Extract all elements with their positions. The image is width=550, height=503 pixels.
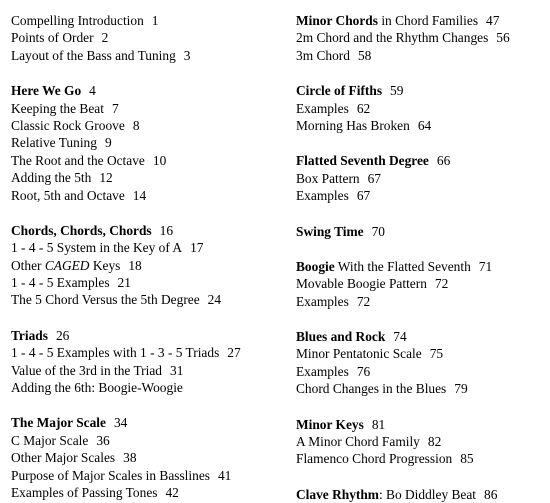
toc-entry-page: 7 [111,100,119,116]
toc-heading-suffix: in Chord Families [377,13,479,28]
toc-heading-title: Flatted Seventh Degree [296,153,429,169]
toc-entry[interactable] [11,47,291,64]
toc-heading-title: Boogie [296,258,335,274]
toc-entry-page: 82 [427,434,442,450]
toc-group-boogie [296,258,546,310]
toc-group-here-we-go [11,82,291,204]
toc-entry-title: Keeping the Beat [11,100,104,116]
toc-entry-title: The 5 Chord Versus the 5th Degree [11,292,200,308]
toc-entry-page: 42 [165,484,179,500]
toc-entry-title: 1 - 4 - 5 Examples with 1 - 3 - 5 Triads [11,345,220,361]
toc-entry[interactable] [11,152,291,169]
toc-entry[interactable] [296,170,546,187]
toc-entry-title: A Minor Chord Family [296,434,420,450]
toc-heading-suffix: With the Flatted Seventh [334,258,471,274]
toc-entry-title-prefix: Other [11,257,45,273]
toc-entry-page: 36 [96,432,110,448]
toc-right-column [296,12,546,503]
toc-entry-title: Examples [296,363,349,379]
toc-entry-page: 75 [429,346,444,362]
toc-entry-title: Classic Rock Groove [11,117,125,133]
toc-group-major-scale [11,414,291,501]
toc-entry-page: 3 [183,47,191,63]
toc-entry-title-emphasis: CAGED [44,257,90,273]
toc-entry-title: Movable Boogie Pattern [296,276,427,292]
toc-entry-title: Morning Has Broken [296,117,410,133]
toc-entry[interactable] [11,362,291,379]
toc-section-heading[interactable] [296,486,546,503]
toc-section-heading[interactable] [11,327,291,344]
toc-group-circle-of-fifths [296,82,546,134]
toc-section-heading[interactable] [11,414,291,431]
toc-entry-page: 8 [132,117,140,133]
toc-entry[interactable] [11,239,291,256]
toc-group-blues-and-rock [296,328,546,398]
toc-entry-title: Relative Tuning [11,135,97,151]
toc-entry[interactable] [296,29,546,46]
toc-entry-page: 64 [417,117,432,133]
toc-entry-title: Minor Pentatonic Scale [296,346,422,362]
toc-entry[interactable] [296,363,546,380]
toc-heading-title: Here We Go [11,83,82,99]
toc-heading-title: Minor Keys [296,416,364,432]
toc-heading-title: Minor Chords [296,13,378,28]
toc-entry-title: Chord Changes in the Blues [296,381,447,397]
toc-entry[interactable] [11,257,291,274]
toc-entry-title: Other Major Scales [11,450,116,466]
toc-group-chords [11,222,291,309]
toc-entry[interactable] [11,117,291,134]
toc-entry-page: 10 [152,152,167,168]
toc-heading-title: Clave Rhythm [296,486,379,502]
toc-entry-title: Flamenco Chord Progression [296,451,453,467]
toc-entry[interactable] [11,134,291,151]
toc-entry-title: Compelling Introduction [11,13,144,28]
toc-entry-page: 31 [170,362,184,378]
toc-entry-page: 62 [356,100,371,116]
toc-entry-title: 1 - 4 - 5 Examples [11,275,110,291]
toc-group-flatted-seventh [296,152,546,204]
toc-entry-page: 76 [356,363,371,379]
toc-entry[interactable] [11,291,291,308]
toc-heading-title: Blues and Rock [296,329,386,345]
toc-entry-title: Examples of Passing Tones [11,484,158,500]
toc-entry[interactable] [11,344,291,361]
toc-entry-page: 56 [496,30,510,46]
toc-section-heading[interactable] [296,82,546,99]
toc-entry-title: The Root and the Octave [11,152,145,168]
toc-entry-title: 2m Chord and the Rhythm Changes [296,30,489,46]
toc-left-column [11,12,291,501]
toc-entry-title-suffix: Keys [89,257,121,273]
toc-entry-page: 12 [99,170,113,186]
toc-entry[interactable] [296,450,546,467]
toc-entry[interactable] [11,169,291,186]
toc-group-triads [11,327,291,397]
toc-entry-page: 18 [128,257,142,273]
toc-heading-title: Circle of Fifths [296,83,383,99]
toc-section-heading[interactable] [296,328,546,345]
toc-section-heading[interactable] [296,223,546,240]
toc-heading-page: 26 [55,327,70,343]
toc-entry-page: 24 [207,292,222,308]
toc-entry-title: Box Pattern [296,170,360,186]
toc-heading-page: 66 [436,153,451,169]
toc-entry[interactable] [296,187,546,204]
toc-entry[interactable] [296,433,546,450]
toc-section-heading[interactable] [296,258,546,275]
toc-entry-title: Examples [296,100,349,116]
toc-heading-title: Swing Time [296,223,364,239]
toc-entry[interactable] [296,345,546,362]
toc-entry-page: 27 [227,345,241,361]
toc-section-heading[interactable] [296,416,546,433]
toc-entry[interactable] [296,47,546,64]
toc-entry-page: 67 [356,188,371,204]
toc-heading-suffix: : Bo Diddley Beat [378,486,477,502]
toc-group-swing-time [296,223,546,240]
toc-entry-title: Points of Order [11,30,94,46]
toc-heading-title: Triads [11,327,48,343]
toc-heading-page: 34 [113,415,128,431]
toc-heading-page: 59 [390,83,404,99]
toc-entry-page: 1 [151,13,159,28]
toc-entry[interactable] [296,117,546,134]
toc-group-minor-keys [296,416,546,468]
toc-entry[interactable] [11,274,291,291]
toc-entry-title: Value of the 3rd in the Triad [11,362,162,378]
toc-heading-page: 71 [478,258,493,274]
toc-entry[interactable] [11,467,291,484]
toc-heading-title: The Major Scale [11,415,106,431]
toc-heading-page: 4 [89,83,96,99]
toc-entry[interactable] [296,275,546,292]
toc-entry-title: Adding the 6th: Boogie-Woogie [11,380,183,396]
toc-entry[interactable] [296,380,546,397]
toc-entry-page: 58 [357,47,372,63]
toc-entry[interactable] [11,379,291,396]
toc-group-clave-rhythm [296,486,546,503]
toc-heading-page: 47 [486,13,500,28]
toc-entry-page: 2 [101,30,109,46]
toc-entry[interactable] [11,29,291,46]
toc-entry-page: 72 [434,276,449,292]
toc-entry-title: Examples [296,188,349,204]
toc-entry-page: 85 [460,451,474,467]
toc-group-minor-chords [296,12,546,64]
toc-heading-page: 81 [371,416,386,432]
toc-entry-title: Adding the 5th [11,170,92,186]
toc-section-heading[interactable] [11,82,291,99]
toc-heading-page: 70 [371,223,385,239]
toc-entry[interactable] [296,293,546,310]
toc-entry-title: C Major Scale [11,432,89,448]
toc-heading-page: 16 [159,222,174,238]
toc-entry-page: 17 [190,240,204,256]
toc-entry-page: 41 [217,467,232,483]
toc-entry-page: 14 [132,187,147,203]
toc-entry-page: 21 [117,275,131,291]
toc-heading-page: 86 [484,486,498,502]
toc-entry[interactable] [11,12,291,29]
toc-entry-title: Layout of the Bass and Tuning [11,47,176,63]
toc-entry[interactable] [11,100,291,117]
toc-group-intro [11,12,291,64]
toc-entry-title: Examples [296,293,349,309]
toc-entry-page: 38 [123,450,137,466]
toc-entry-page: 72 [356,293,371,309]
toc-entry-title: Root, 5th and Octave [11,187,125,203]
toc-section-heading[interactable] [296,152,546,169]
toc-entry-title: 1 - 4 - 5 System in the Key of A [11,240,183,256]
toc-heading-page: 74 [393,329,407,345]
toc-entry[interactable] [11,449,291,466]
toc-entry[interactable] [11,187,291,204]
toc-entry-title: 3m Chord [296,47,350,63]
toc-entry-page: 79 [454,381,468,397]
toc-heading-title: Chords, Chords, Chords [11,222,152,238]
toc-entry[interactable] [11,432,291,449]
toc-section-heading[interactable] [11,222,291,239]
toc-entry[interactable] [296,100,546,117]
toc-section-heading[interactable] [296,12,546,29]
toc-entry-title: Purpose of Major Scales in Basslines [11,467,210,483]
toc-entry-page: 9 [104,135,112,151]
toc-entry-page: 67 [367,170,381,186]
